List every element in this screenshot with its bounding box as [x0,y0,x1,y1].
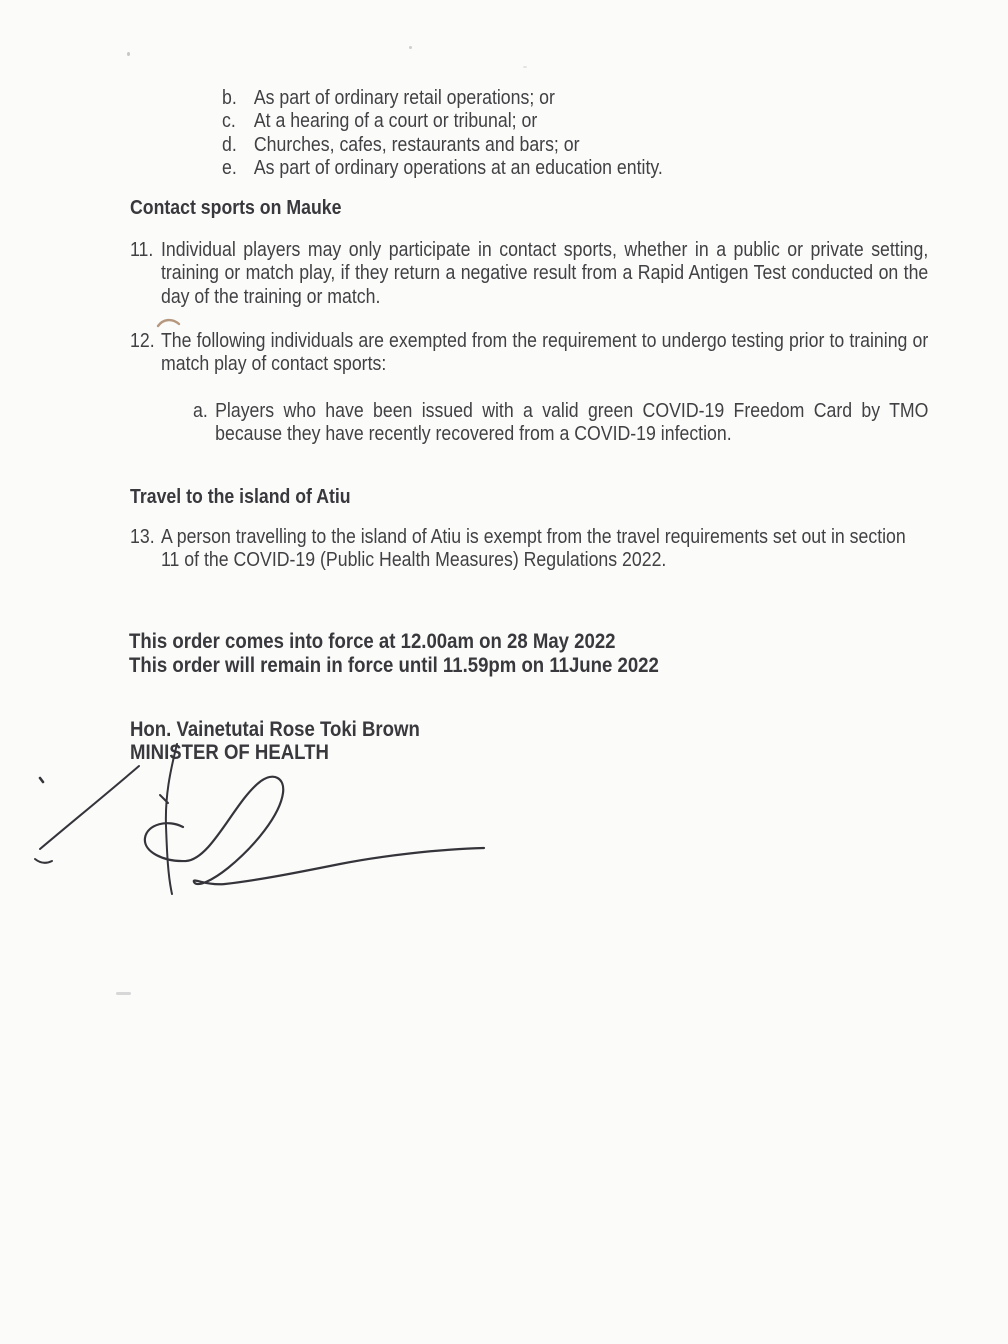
clause-11 [130,239,928,309]
list-item [222,157,663,180]
section-heading-contact-sports: Contact sports on Mauke [130,197,342,219]
subclause-text: Players who have been issued with a valid green COVID-19 Freedom Card by TMO because they have recently recovered from a COVID-19 infection. [215,400,929,446]
signature-stroke-dot [40,778,43,782]
list-item-text: Churches, cafes, restaurants and bars; or [253,133,580,156]
clause-text: The following individuals are exempted from the requirement to undergo testing prior to training or match play of contact sports: [160,330,929,376]
exemption-list [222,87,663,181]
signatory-name: Hon. Vainetutai Rose Toki Brown [130,718,420,741]
signature-stroke-tick [35,859,52,863]
list-marker: b. [222,87,237,109]
list-marker: d. [222,133,237,156]
signature-stroke-loop-tail [145,777,484,885]
list-item-text: As part of ordinary retail operations; or [253,87,555,109]
clause-12 [130,330,928,377]
signature-stroke-vertical [166,744,177,894]
list-item [222,110,663,133]
scan-speck [523,66,527,68]
subclause-marker: a. [193,400,208,422]
clause-13 [130,526,928,573]
list-marker: c. [222,110,236,133]
list-item-text: As part of ordinary operations at an education entity. [253,157,663,180]
enforcement-dates [129,630,659,677]
scan-smudge-mark [116,992,131,995]
list-item-text: At a hearing of a court or tribunal; or [253,110,538,133]
clause-text: Individual players may only participate in contact sports, whether in a public or private setting, training or match play, if they return a negative result from a Rapid Antigen Test conducted on the day of the training or match. [160,239,929,308]
signature-stroke-diagonal [40,766,139,849]
clause-text: A person travelling to the island of Atiu is exempt from the travel requirements set out in section 11 of the COVID-19 (Public Health Measures) Regulations 2022. [160,526,906,572]
list-marker: e. [222,157,237,180]
signature-stroke-nick [160,795,168,803]
signatory-block [130,718,420,765]
clause-number: 13. [130,526,155,548]
force-start-line: This order comes into force at 12.00am on 28 May 2022 [129,630,616,653]
list-item [222,87,663,110]
clause-12a [193,400,928,447]
clause-number: 11. [130,239,154,261]
scan-speck [409,46,412,49]
scan-speck [127,52,130,56]
signatory-title: MINISTER OF HEALTH [130,741,329,765]
section-heading-travel-atiu: Travel to the island of Atiu [130,486,351,508]
list-item [222,134,663,157]
clause-number: 12. [130,330,155,352]
force-end-line: This order will remain in force until 11.59pm on 11June 2022 [129,653,659,677]
